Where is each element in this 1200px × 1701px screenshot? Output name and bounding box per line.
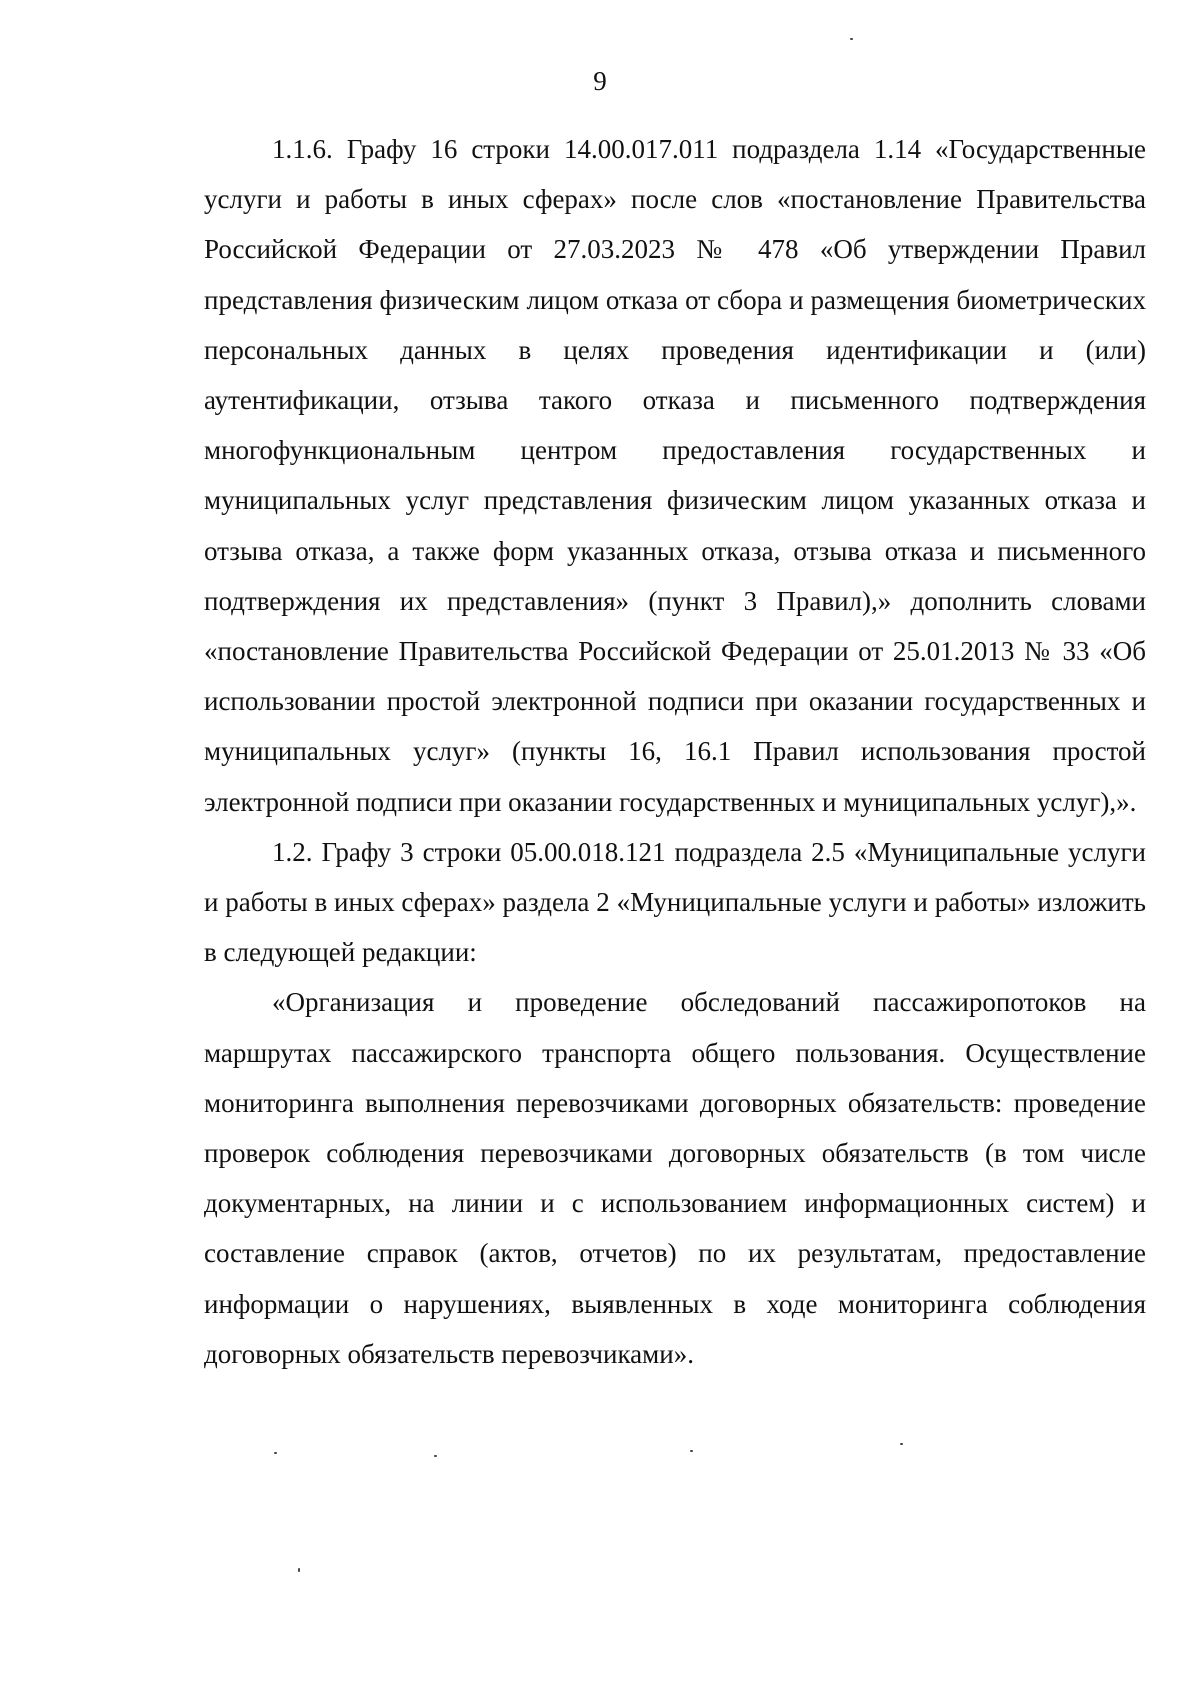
- paragraph-1-2: 1.2. Графу 3 строки 05.00.018.121 подраздела 2.5 «Муниципальные услуги и работы в иных сферах» раздела 2 «Муниципальные услуги и работы» изложить в следующей редакции:: [204, 836, 1146, 968]
- scan-speck: [298, 1568, 300, 1572]
- paragraph-quoted-text: «Организация и проведение обследований пассажиропотоков на маршрутах пассажирского транспорта общего пользования. Осуществление мониторинга выполнения перевозчиками договорных обязательств: проведение проверок соблюдения перевозчиками договорных обязательств (в том числе документарных, на линии и с использованием информационных систем) и составление справок (актов, отчетов) по их результатам, предоставление информации о нарушениях, выявленных в ходе мониторинга соблюдения договорных обязательств перевозчиками».: [204, 987, 1146, 1369]
- document-body: [204, 124, 1146, 1379]
- scan-speck: [274, 1452, 277, 1454]
- paragraph-1-1-6: 1.1.6. Графу 16 строки 14.00.017.011 подраздела 1.14 «Государственные услуги и работы в иных сферах» после слов «постановление Правительства Российской Федерации от 27.03.2023 № 478 «Об утверждении Правил представления физическим лицом отказа от сбора и размещения биометрических персональных данных в целях проведения идентификации и (или) аутентификации, отзыва такого отказа и письменного подтверждения многофункциональным центром предоставления государственных и муниципальных услуг представления физическим лицом указанных отказа и отзыва отказа, а также форм указанных отказа, отзыва отказа и письменного подтверждения их представления» (пункт 3 Правил),» дополнить словами «постановление Правительства Российской Федерации от 25.01.2013 № 33 «Об использовании простой электронной подписи при оказании государственных и муниципальных услуг» (пункты 16, 16.1 Правил использования простой электронной подписи при оказании государственных и муниципальных услуг),».: [204, 134, 1146, 817]
- scan-speck: [900, 1443, 903, 1445]
- scan-speck: [850, 38, 853, 40]
- scan-speck: [434, 1455, 437, 1457]
- page-number: 9: [593, 66, 607, 96]
- scan-speck: [690, 1450, 693, 1452]
